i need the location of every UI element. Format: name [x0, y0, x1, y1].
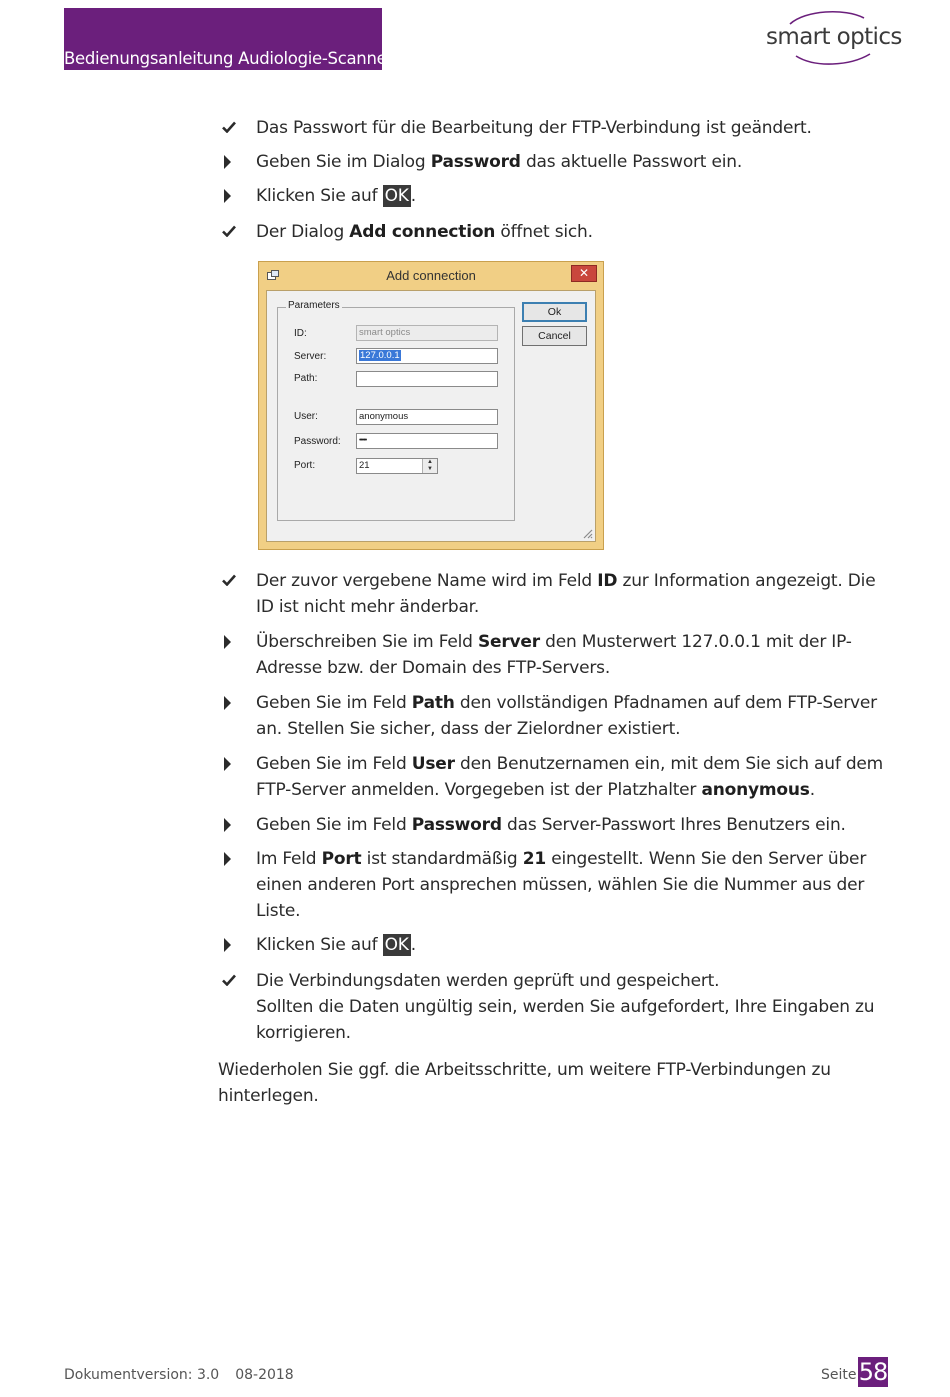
list-item: Im Feld Port ist standardmäßig 21 eingestellt. Wenn Sie den Server über einen anderen Port ansprechen müssen, wählen Sie die Nummer aus der Liste. [218, 846, 886, 924]
arrow-right-icon [222, 846, 242, 872]
resize-grip-icon[interactable] [581, 527, 593, 539]
list-item: Der zuvor vergebene Name wird im Feld ID zur Information angezeigt. Die ID ist nicht mehr änderbar. [218, 568, 886, 620]
arrow-right-icon [222, 932, 242, 958]
password-label: Password: [294, 436, 341, 447]
id-field: smart optics [356, 325, 498, 341]
cancel-button[interactable]: Cancel [522, 326, 587, 346]
port-value: 21 [359, 460, 370, 471]
arrow-right-icon [222, 751, 242, 777]
check-icon [222, 115, 242, 141]
spin-down-icon[interactable]: ▼ [427, 466, 433, 472]
page-number: 58 [858, 1358, 888, 1386]
ok-button[interactable]: Ok [522, 302, 587, 322]
check-icon [222, 568, 242, 594]
list-item: Geben Sie im Feld Password das Server-Passwort Ihres Benutzers ein. [218, 812, 886, 838]
footer-page-label: Seite [821, 1367, 857, 1383]
spin-up-icon[interactable]: ▲ [427, 459, 433, 465]
user-field[interactable]: anonymous [356, 409, 498, 425]
brand-logo [760, 8, 902, 68]
arrow-right-icon [222, 183, 242, 209]
arrow-right-icon [222, 812, 242, 838]
list-item: Der Dialog Add connection öffnet sich. [218, 219, 886, 245]
check-icon [222, 968, 242, 994]
server-label: Server: [294, 351, 327, 362]
path-field[interactable] [356, 371, 498, 387]
list-item: Geben Sie im Feld User den Benutzernamen ein, mit dem Sie sich auf dem FTP-Server anmelden. Vorgegeben ist der Platzhalter anonymous. [218, 751, 886, 803]
password-field[interactable]: ••••• [356, 433, 498, 449]
id-label: ID: [294, 328, 307, 339]
list-item: Klicken Sie auf OK . [218, 183, 886, 209]
port-stepper[interactable] [356, 458, 438, 474]
add-connection-dialog [258, 261, 604, 550]
document-title: Bedienungsanleitung Audiologie-Scanner [64, 49, 393, 68]
server-field[interactable] [356, 348, 498, 364]
arrow-right-icon [222, 149, 242, 175]
dialog-client-area [266, 290, 596, 542]
group-label: Parameters [288, 300, 340, 311]
list-item: Geben Sie im Dialog Password das aktuelle Passwort ein. [218, 149, 886, 175]
list-item: Geben Sie im Feld Path den vollständigen Pfadnamen auf dem FTP-Server an. Stellen Sie sicher, dass der Zielordner existiert. [218, 690, 886, 742]
list-item: Das Passwort für die Bearbeitung der FTP-Verbindung ist geändert. [218, 115, 886, 141]
list-item: Klicken Sie auf OK . [218, 932, 886, 958]
close-button[interactable]: ✕ [571, 265, 597, 282]
closing-paragraph: Wiederholen Sie ggf. die Arbeitsschritte, um weitere FTP-Verbindungen zu hinterlegen. [218, 1060, 831, 1106]
server-value: 127.0.0.1 [360, 350, 400, 361]
check-icon [222, 219, 242, 245]
header-bar [64, 8, 393, 70]
port-label: Port: [294, 460, 316, 471]
ok-key-label: OK [384, 935, 409, 955]
dialog-titlebar [259, 264, 603, 288]
path-label: Path: [294, 373, 318, 384]
arrow-right-icon [222, 690, 242, 716]
arrow-right-icon [222, 629, 242, 655]
parameters-group [277, 300, 515, 521]
user-label: User: [294, 411, 318, 422]
spin-buttons[interactable] [422, 459, 437, 473]
ok-key-label: OK [384, 186, 409, 206]
logo-text: smart optics [766, 24, 902, 50]
footer-version: Dokumentversion: 3.0 08-2018 [64, 1367, 294, 1383]
list-item: Die Verbindungsdaten werden geprüft und gespeichert. Sollten die Daten ungültig sein, werden Sie aufgefordert, Ihre Eingaben zu korrigieren. [218, 968, 886, 1046]
list-item: Überschreiben Sie im Feld Server den Musterwert 127.0.0.1 mit der IP-Adresse bzw. der Domain des FTP-Servers. [218, 629, 886, 681]
dialog-title: Add connection [386, 268, 476, 283]
